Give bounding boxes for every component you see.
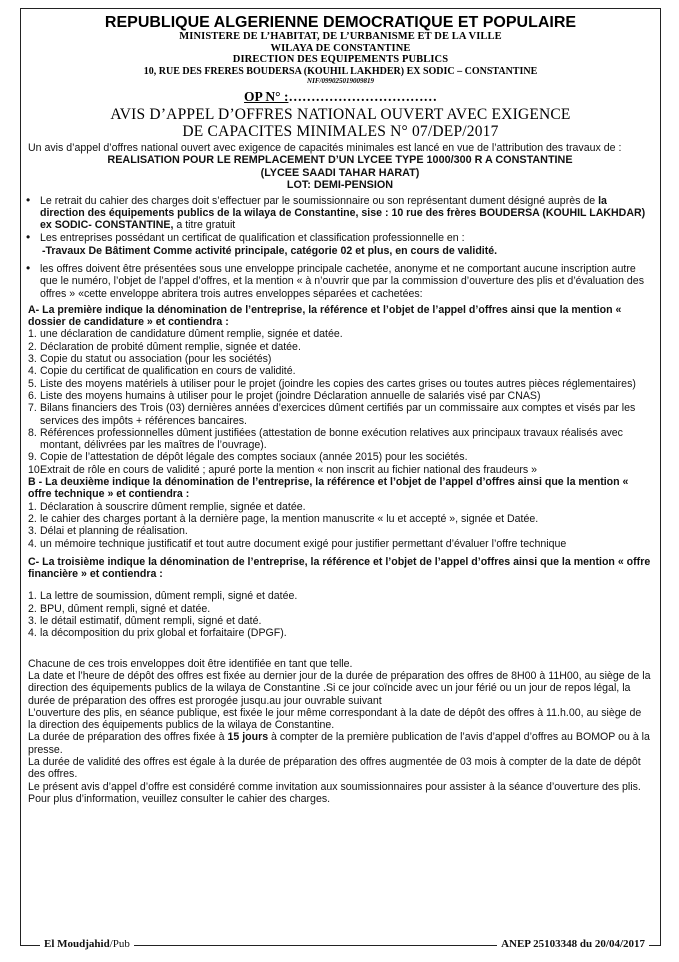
- project-block: [28, 154, 652, 191]
- list-item-number: 8.: [28, 426, 37, 439]
- list-item-text: le cahier des charges portant à la dernière page, la mention manuscrite « lu et accepté », signée et Datée.: [40, 512, 539, 525]
- bullet-retrait-end: a titre gratuit: [173, 219, 236, 232]
- list-item: [28, 427, 652, 452]
- section-a-title: A- La première indique la dénomination de l’entreprise, la référence et l’objet de l’appel d’offres ainsi que la mention « dossier de candidature » et contiendra :: [28, 303, 622, 329]
- notice-title-line2: DE CAPACITES MINIMALES N° 07/DEP/2017: [182, 123, 499, 140]
- closing-p7: Pour plus d’information, veuillez consulter le cahier des charges.: [28, 792, 331, 805]
- header-nif: NIF/099025019009819: [307, 76, 374, 85]
- bullet-dot-icon: •: [26, 261, 31, 275]
- list-item-number: 9.: [28, 451, 37, 464]
- list-item-text: Déclaration à souscrire dûment remplie, signée et datée.: [40, 500, 306, 513]
- header-line-wilaya: WILAYA DE CONSTANTINE: [270, 42, 411, 54]
- header-line-direction: DIRECTION DES EQUIPEMENTS PUBLICS: [232, 54, 449, 65]
- list-item: [28, 451, 652, 463]
- document-body: [28, 142, 652, 805]
- list-item-number: 2.: [28, 602, 37, 615]
- list-item: [28, 513, 652, 525]
- footer-newspaper: El Moudjahid: [44, 938, 110, 950]
- list-item-text: un mémoire technique justificatif et tout autre document exigé pour justifier permettant d’évaluer l’offre technique: [40, 537, 567, 550]
- closing-p4: [28, 731, 652, 756]
- list-item-text: Copie du statut ou association (pour les sociétés): [40, 353, 272, 366]
- list-item-text: Délai et planning de réalisation.: [40, 525, 188, 538]
- project-subtitle: (LYCEE SAADI TAHAR HARAT): [260, 166, 420, 179]
- list-item-text: La lettre de soumission, dûment rempli, signé et datée.: [40, 590, 298, 603]
- list-item-text: Références professionnelles dûment justifiées (attestation de bonne exécution relatives aux principaux travaux réalisés avec montant, délivrées par les maîtres de l’ouvrage).: [40, 426, 623, 452]
- bullet-qualification: [28, 232, 652, 257]
- closing-p1: Chacune de ces trois enveloppes doit être identifiée en tant que telle.: [28, 657, 353, 670]
- list-item: [28, 590, 652, 602]
- bullet-offres: [28, 263, 652, 300]
- list-item-text: BPU, dûment rempli, signé et datée.: [40, 602, 211, 615]
- list-item: [28, 525, 652, 537]
- op-number-line: [28, 89, 653, 104]
- document-header: [28, 14, 653, 141]
- list-item-number: 1.: [28, 328, 37, 341]
- list-item-number: 3.: [28, 615, 37, 628]
- footer-anep-reference: ANEP 25103348 du 20/04/2017: [497, 938, 649, 950]
- list-item: [28, 402, 652, 427]
- list-item-number: 1.: [28, 500, 37, 513]
- list-item-number: 5.: [28, 377, 37, 390]
- list-item: [28, 390, 652, 402]
- list-item: [28, 378, 652, 390]
- list-item: [28, 464, 652, 476]
- list-item-text: Déclaration de probité dûment remplie, signée et datée.: [40, 340, 301, 353]
- list-item-text: Liste des moyens humains à utiliser pour le projet (joindre Déclaration annuelle de salariés visé par CNAS): [40, 389, 541, 402]
- list-item-number: 3.: [28, 353, 37, 366]
- list-item: [28, 501, 652, 513]
- section-a-list: [28, 328, 652, 476]
- list-item: [28, 603, 652, 615]
- closing-p2: La date et l’heure de dépôt des offres est fixée au dernier jour de la durée de préparation des offres de 8H00 à 11H00, au siège de la direction des équipements publics de la wilaya de Constantine .Si ce jour coïncide avec un jour férié ou un jour de repos légal, la durée de préparation des offres est prorogée jusqu.au jour ouvrable suivant: [28, 669, 651, 707]
- notice-title-line1: AVIS D’APPEL D’OFFRES NATIONAL OUVERT AVEC EXIGENCE: [110, 105, 571, 123]
- list-item-text: Copie de l’attestation de dépôt légale des comptes sociaux (année 2015) pour les sociétés.: [40, 451, 468, 464]
- list-item: [28, 353, 652, 365]
- footer-publication: [40, 938, 134, 950]
- footer: [0, 937, 679, 955]
- bullet-qualification-text: Les entreprises possédant un certificat de qualification et classification professionnelle en :: [40, 232, 465, 245]
- project-lot: LOT: DEMI-PENSION: [286, 179, 394, 192]
- list-item: [28, 615, 652, 627]
- bullet-qualification-category: -Travaux De Bâtiment Comme activité principale, catégorie 02 et plus, en cours de validité.: [42, 244, 498, 257]
- header-line-republic: REPUBLIQUE ALGERIENNE DEMOCRATIQUE ET POPULAIRE: [104, 14, 577, 31]
- list-item: [28, 365, 652, 377]
- closing-p4-duration: 15 jours: [227, 731, 269, 744]
- list-item-number: 3.: [28, 525, 37, 538]
- section-b-list: [28, 501, 652, 550]
- list-item: [28, 538, 652, 550]
- header-line-ministry: MINISTERE DE L’HABITAT, DE L’URBANISME ET DE LA VILLE: [179, 31, 502, 42]
- list-item-number: 7.: [28, 402, 37, 415]
- section-c-title: C- La troisième indique la dénomination de l’entreprise, la référence et l’objet de l’appel d’offres ainsi que la mention « offre financière » et contiendra :: [28, 555, 651, 581]
- section-c-list: [28, 590, 652, 639]
- bullet-retrait: [26, 192, 652, 232]
- list-item: [28, 328, 652, 340]
- closing-p3: L’ouverture des plis, en séance publique, est fixée le jour même correspondant à la date de dépôt des offres à 11.h.00, au siège de la direction des équipements publics de la wilaya de Constantine.: [28, 706, 642, 732]
- bullet-retrait-address: la direction des équipements publics de la wilaya de Constantine, sise : 10 rue des frères BOUDERSA (KOUHIL LAKHDAR) ex SODIC- CONSTANTINE,: [40, 194, 646, 232]
- list-item-number: 4.: [28, 627, 37, 640]
- closing-block: [28, 658, 652, 806]
- closing-p5: La durée de validité des offres est égale à la durée de préparation des offres augmentée de 03 mois à compter de la date de dépôt des offres.: [28, 755, 641, 781]
- list-item-number: 10.: [28, 463, 43, 476]
- intro-paragraph: Un avis d’appel d’offres national ouvert avec exigence de capacités minimales est lancé en vue de l’attribution des travaux de :: [28, 142, 622, 154]
- list-item-number: 2.: [28, 512, 37, 525]
- list-item-number: 1.: [28, 590, 37, 603]
- list-item: [28, 341, 652, 353]
- bullet-offres-text: les offres doivent être présentées sous une enveloppe principale cachetée, anonyme et ne comportant aucune inscription autre que le numéro, l’objet de l’appel d’offres, et la mention « à n’ouvrir que par la commission d’ouverture des plis et d’évaluation des offres » «cette enveloppe abritera trois autres enveloppes séparées et cachetées:: [40, 263, 644, 300]
- section-b-title: B - La deuxième indique la dénomination de l’entreprise, la référence et l’objet de l’appel d’offres ainsi que la mention « offre technique » et contiendra :: [28, 476, 629, 501]
- list-item-text: la décomposition du prix global et forfaitaire (DPGF).: [40, 627, 287, 640]
- header-line-address: 10, RUE DES FRERES BOUDERSA (KOUHIL LAKHDER) EX SODIC – CONSTANTINE: [143, 65, 538, 77]
- closing-p4-a: La durée de préparation des offres fixée à: [28, 731, 228, 744]
- list-item-number: 6.: [28, 389, 37, 402]
- footer-pub: /Pub: [109, 938, 130, 950]
- closing-p4-c: à compter de la première publication de l’avis d’appel d’offres au BOMOP ou à la presse.: [28, 731, 650, 756]
- list-item-text: Bilans financiers des Trois (03) dernières années d’exercices dûment certifiés par un commissaire aux comptes et visés par les services des impôts + références bancaires.: [40, 402, 636, 427]
- op-label: OP N° :: [244, 88, 289, 104]
- bullet-retrait-text: Le retrait du cahier des charges doit s’effectuer par le soumissionnaire ou son représentant dument désigné auprès de: [40, 194, 599, 207]
- list-item-text: Extrait de rôle en cours de validité ; apuré porte la mention « non inscrit au fichier national des fraudeurs »: [40, 463, 538, 476]
- list-item-number: 4.: [28, 537, 37, 550]
- bullet-dot-icon: •: [26, 192, 31, 207]
- op-dots: ……………………………: [288, 88, 437, 104]
- list-item-text: Liste des moyens matériels à utiliser pour le projet (joindre les copies des cartes grises ou toutes autres pièces réglementaires): [40, 377, 636, 390]
- list-item-text: le détail estimatif, dûment rempli, signé et daté.: [40, 615, 262, 628]
- list-item-text: une déclaration de candidature dûment remplie, signée et datée.: [40, 328, 343, 341]
- bullet-dot-icon: •: [26, 230, 31, 245]
- project-title: REALISATION POUR LE REMPLACEMENT D’UN LYCEE TYPE 1000/300 R A CONSTANTINE: [107, 154, 573, 167]
- list-item-text: Copie du certificat de qualification en cours de validité.: [40, 365, 296, 378]
- closing-p6: Le présent avis d’appel d’offre est considéré comme invitation aux soumissionnaires pour assister à la séance d’ouverture des plis.: [28, 780, 641, 793]
- list-item: [28, 627, 652, 639]
- list-item-number: 4.: [28, 365, 37, 378]
- list-item-number: 2.: [28, 340, 37, 353]
